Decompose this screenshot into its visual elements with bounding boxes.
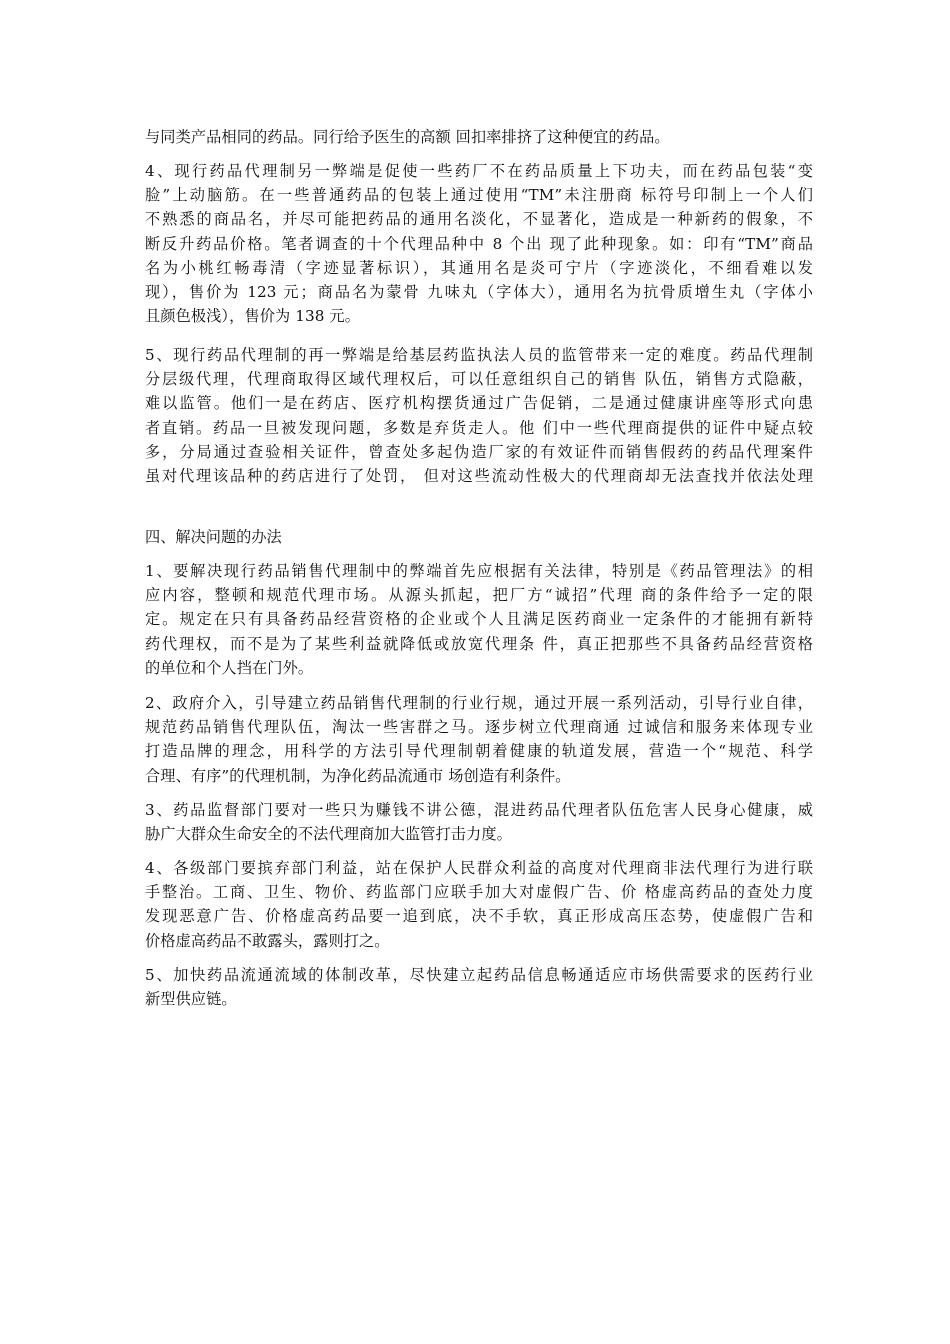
paragraph-point-5-supervision (145, 343, 813, 488)
text-line: 的单位和个人挡在门外。 (145, 658, 314, 677)
paragraph-solution-1 (145, 559, 813, 680)
text-line: 打造品牌的理念，用科学的方法引导代理制朝着健康的轨道发展，营造一个“规范、科学 (145, 742, 813, 761)
text-line: 规范药品销售代理队伍，淘汰一些害群之马。逐步树立代理商通 过诚信和服务来体现专业 (145, 718, 813, 737)
text-line: 胁广大群众生命安全的不法代理商加大监管打击力度。 (145, 825, 512, 844)
text-line: 4、各级部门要摈弃部门利益，站在保护人民群众利益的高度对代理商非法代理行为进行联 (145, 859, 813, 877)
text-line: 5、加快药品流通流域的体制改革，尽快建立起药品信息畅通适应市场供需要求的医药行业 (145, 966, 813, 984)
paragraph-solution-3 (145, 798, 813, 846)
text-line: 多，分局通过查验相关证件，曾查处多起伪造厂家的有效证件而销售假药的药品代理案件 (145, 442, 813, 461)
text-line: 现），售价为 123 元；商品名为蒙骨 九味丸（字体大），通用名为抗骨质增生丸（字体小 (145, 283, 813, 302)
text-line: 3、药品监督部门要对一些只为赚钱不讲公德，混进药品代理者队伍危害人民身心健康，威 (145, 801, 813, 819)
text-line: 价格虚高药品不敢露头，露则打之。 (145, 931, 390, 950)
paragraph-solution-2 (145, 691, 813, 788)
text-line: 1、要解决现行药品销售代理制中的弊端首先应根据有关法律，特别是《药品管理法》的相 (145, 562, 813, 580)
text-line: 新型供应链。 (145, 990, 237, 1009)
text-line: 不熟悉的商品名，并尽可能把药品的通用名淡化，不显著化，造成是一种新药的假象，不 (145, 210, 813, 229)
text-line: 手整治。工商、卫生、物价、药监部门应联手加大对虚假广告、价 格虚高药品的查处力度 (145, 883, 813, 902)
text-line: 脸”上动脑筋。在一些普通药品的包装上通过使用“TM”未注册商 标符号印制上一个人们 (145, 186, 813, 205)
text-line: 断反升药品价格。笔者调查的十个代理品种中 8 个出 现了此种现象。如：印有“TM”商品 (145, 234, 813, 253)
text-line: 分层级代理，代理商取得区域代理权后，可以任意组织自己的销售 队伍，销售方式隐蔽， (145, 370, 813, 389)
text-line: 定。规定在只有具备药品经营资格的企业或个人且满足医药商业一定条件的才能拥有新特 (145, 610, 813, 629)
text-line: 5、现行药品代理制的再一弊端是给基层药监执法人员的监管带来一定的难度。药品代理制 (145, 346, 813, 364)
text-line: 应内容，整顿和规范代理市场。从源头抓起，把厂方“诚招”代理 商的条件给予一定的限 (145, 586, 813, 605)
text-line: 名为小桃红畅毒清（字迹显著标识），其通用名是炎可宁片（字迹淡化，不细看难以发 (145, 258, 813, 277)
text-line: 发现恶意广告、价格虚高药品要一追到底，决不手软，真正形成高压态势，使虚假广告和 (145, 907, 813, 926)
paragraph-continuation (145, 125, 813, 149)
text-line: 2、政府介入，引导建立药品销售代理制的行业行规，通过开展一系列活动，引导行业自律， (145, 694, 813, 712)
paragraph-point-4-packaging (145, 159, 813, 328)
paragraph-solution-4 (145, 856, 813, 953)
section-heading: 四、解决问题的办法 (145, 528, 282, 546)
text-line: 且颜色极浅），售价为 138 元。 (145, 307, 360, 326)
text-line: 与同类产品相同的药品。同行给予医生的高额 回扣率排挤了这种便宜的药品。 (145, 128, 670, 146)
text-line: 合理、有序”的代理机制，为净化药品流通市 场创造有利条件。 (145, 766, 571, 785)
paragraph-solution-5 (145, 963, 813, 1011)
text-line: 难以监管。他们一是在药店、医疗机构摆货通过广告促销，二是通过健康讲座等形式向患 (145, 394, 813, 413)
text-line: 药代理权，而不是为了某些利益就降低或放宽代理条 件，真正把那些不具备药品经营资格 (145, 634, 813, 653)
text-line: 虽对代理该品种的药店进行了处罚， 但对这些流动性极大的代理商却无法查找并依法处理 (145, 467, 813, 486)
text-line: 4、现行药品代理制另一弊端是促使一些药厂不在药品质量上下功夫，而在药品包装“变 (145, 162, 813, 180)
text-line: 者直销。药品一旦被发现问题，多数是弃货走人。他 们中一些代理商提供的证件中疑点较 (145, 418, 813, 437)
